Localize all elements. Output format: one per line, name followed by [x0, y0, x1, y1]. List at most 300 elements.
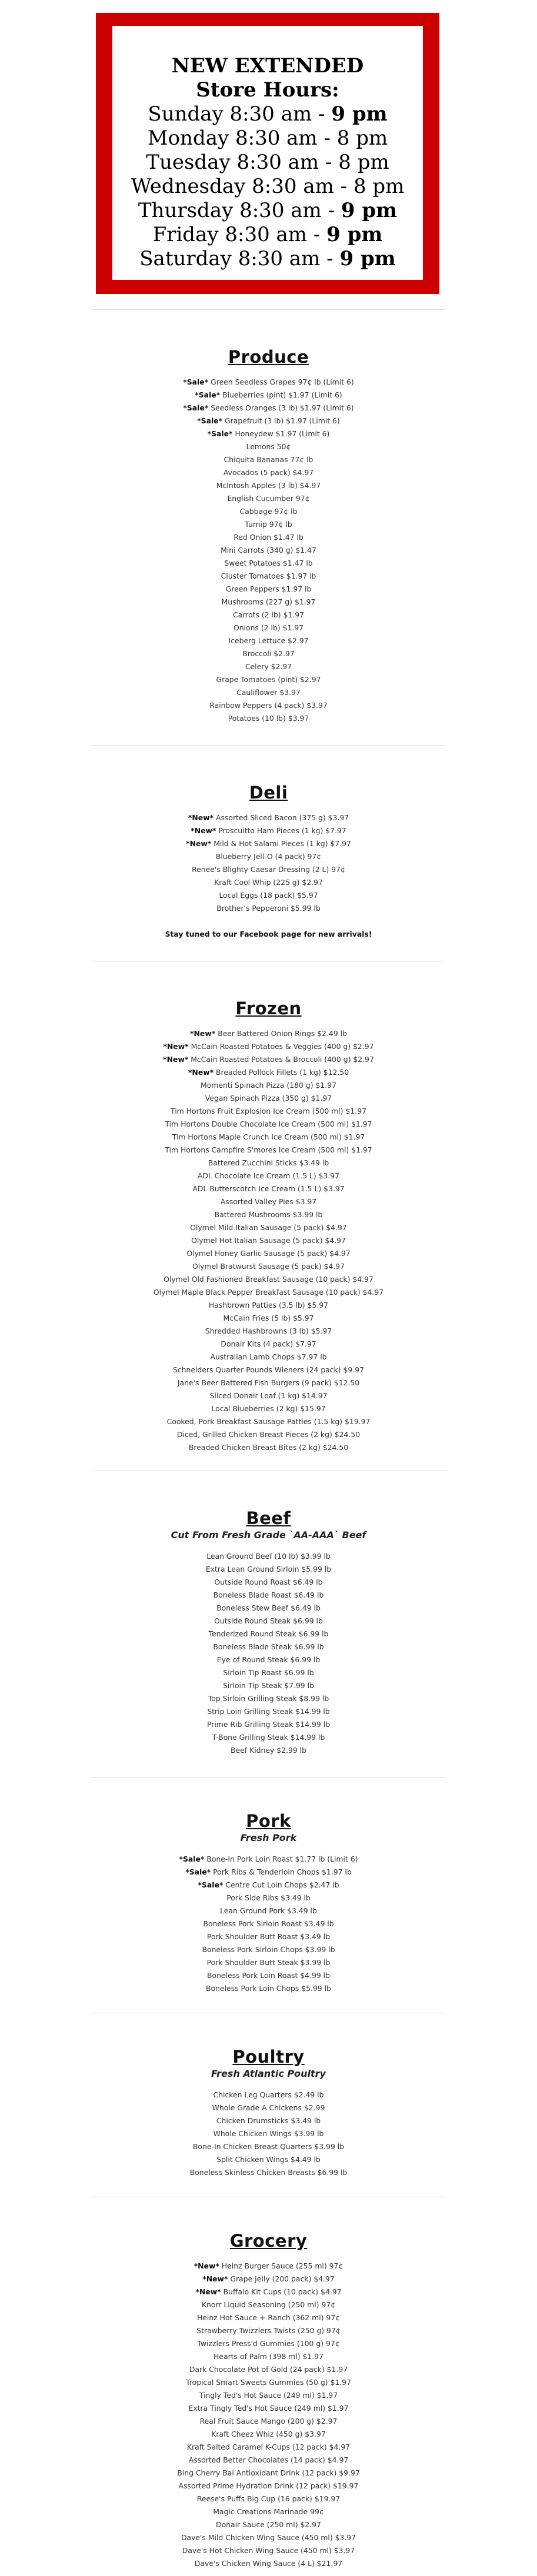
item-text: Outside Round Roast $6.49 lb — [214, 1578, 323, 1586]
list-item — [0, 1389, 537, 1402]
list-item — [0, 466, 537, 479]
item-text: Boneless Pork Loin Roast $4.99 lb — [207, 1971, 330, 1980]
item-text: Hearts of Palm (398 ml) $1.97 — [214, 2352, 323, 2361]
item-text: Pork Shoulder Butt Roast $3.49 lb — [206, 1932, 331, 1941]
item-text: Tim Hortons Fruit Explosion Ice Cream (500 ml) $1.97 — [171, 1107, 366, 1115]
list-item — [0, 673, 537, 686]
list-item — [0, 1040, 537, 1053]
item-text: ADL Chocolate Ice Cream (1.5 L) $3.97 — [197, 1171, 340, 1180]
item-text: Olymel Mild Italian Sausage (5 pack) $4.97 — [190, 1223, 347, 1232]
list-item — [0, 531, 537, 544]
list-item — [0, 1286, 537, 1299]
section-subtitle: Fresh Atlantic Poultry — [211, 2068, 326, 2079]
new-badge: *New* — [195, 2287, 221, 2296]
item-text: Tenderized Round Steak $6.99 lb — [208, 1629, 329, 1638]
item-text: Boneless Stew Beef $6.49 lb — [216, 1603, 321, 1612]
item-text: Olymel Old Fashioned Breakfast Sausage (10 pack) $4.97 — [164, 1275, 373, 1284]
item-text: Boneless Pork Sirloin Roast $3.49 lb — [203, 1919, 334, 1928]
item-text: Sirloin Tip Roast $6.99 lb — [223, 1668, 314, 1677]
list-item — [0, 1066, 537, 1079]
hours-closing-time: 9 pm — [339, 247, 396, 270]
item-text: Cluster Tomatoes $1.97 lb — [221, 572, 316, 580]
item-text: ADL Butterscotch Ice Cream (1.5 L) $3.97 — [192, 1184, 345, 1193]
item-text: Tropical Smart Sweets Gummies (50 g) $1.97 — [186, 2378, 351, 2387]
list-item — [0, 2493, 537, 2505]
list-item — [0, 699, 537, 712]
item-text: Assorted Valley Pies $3.97 — [220, 1197, 317, 1206]
item-text: Jane's Beer Battered Fish Burgers (9 pack) $12.50 — [177, 1378, 360, 1387]
list-item — [0, 1641, 537, 1653]
item-text: Grapefruit (3 lb) $1.97 (Limit 6) — [225, 416, 340, 425]
item-text: Mushrooms (227 g) $1.97 — [221, 597, 316, 606]
sale-badge: *Sale* — [197, 416, 223, 425]
list-item — [0, 518, 537, 531]
list-item — [0, 1718, 537, 1731]
hours-day-line — [118, 247, 417, 271]
list-item — [0, 1563, 537, 1576]
section-beef — [0, 1471, 537, 1777]
item-text: Lean Ground Pork $3.49 lb — [220, 1906, 317, 1915]
section-deli — [0, 746, 537, 961]
list-item — [0, 2544, 537, 2557]
list-item — [0, 1053, 537, 1066]
section-poultry — [0, 2013, 537, 2197]
item-text: Boneless Pork Sirloin Chops $3.99 lb — [202, 1945, 335, 1954]
list-item — [0, 1615, 537, 1628]
list-item — [0, 453, 537, 466]
new-badge: *New* — [186, 839, 212, 848]
item-text: Battered Zucchini Sticks $3.49 lb — [208, 1158, 329, 1167]
item-text: McIntosh Apples (3 lb) $4.97 — [216, 481, 321, 490]
item-text: Beef Kidney $2.99 lb — [231, 1746, 306, 1755]
list-item — [0, 634, 537, 647]
item-text: Turnip 97¢ lb — [245, 520, 292, 529]
new-badge: *New* — [188, 1068, 214, 1077]
item-text: Red Onion $1.47 lb — [234, 533, 303, 542]
item-text: Assorted Better Chocolates (14 pack) $4.97 — [188, 2455, 349, 2464]
item-text: Grape Tomatoes (pint) $2.97 — [216, 675, 321, 684]
item-text: Chiquita Bananas 77¢ lb — [224, 455, 313, 464]
item-list — [0, 1027, 537, 1454]
list-item — [0, 1905, 537, 1917]
item-text: Grape Jelly (200 pack) $4.97 — [230, 2274, 335, 2283]
hours-day-line — [118, 223, 417, 247]
item-text: Pork Ribs & Tenderloin Chops $1.97 lb — [213, 1867, 352, 1876]
item-text: Seedless Oranges (3 lb) $1.97 (Limit 6) — [211, 403, 354, 412]
list-item — [0, 1589, 537, 1602]
item-text: McCain Fries (5 lb) $5.97 — [223, 1314, 314, 1322]
item-text: Schneiders Quarter Pounds Wieners (24 pack) $9.97 — [172, 1365, 365, 1374]
section-title: Pork — [246, 1811, 291, 1831]
item-text: Dave's Chicken Wing Sauce (4 L) $21.97 — [194, 2559, 343, 2568]
list-item — [0, 2415, 537, 2428]
list-item — [0, 402, 537, 415]
list-item — [0, 596, 537, 609]
item-text: Tim Hortons Maple Crunch Ice Cream (500 ml) $1.97 — [172, 1132, 365, 1141]
list-item — [0, 2376, 537, 2389]
item-text: McCain Roasted Potatoes & Broccoli (400 g) $2.97 — [191, 1055, 374, 1064]
item-text: Buffalo Kit Cups (10 pack) $4.97 — [223, 2287, 342, 2296]
item-text: Broccoli $2.97 — [242, 649, 295, 658]
store-hours-banner — [96, 13, 439, 294]
hours-day-label: Saturday 8:30 am - — [139, 247, 340, 270]
item-text: Sweet Potatoes $1.47 lb — [224, 559, 313, 567]
list-item — [0, 1628, 537, 1641]
hours-title-line-2: Store Hours: — [196, 78, 339, 102]
item-text: Olymel Maple Black Pepper Breakfast Sausage (10 pack) $4.97 — [153, 1288, 384, 1297]
list-item — [0, 1679, 537, 1692]
list-item — [0, 492, 537, 505]
item-text: Shredded Hashbrowns (3 lb) $5.97 — [205, 1327, 332, 1335]
new-badge: *New* — [190, 1029, 216, 1038]
list-item — [0, 2350, 537, 2363]
hours-closing-time: 9 pm — [341, 199, 398, 222]
item-text: Whole Grade A Chickens $2.99 — [212, 2103, 325, 2112]
section-subtitle: Fresh Pork — [240, 1832, 297, 1843]
section-title: Frozen — [235, 998, 302, 1018]
list-item — [0, 2324, 537, 2337]
section-grocery — [0, 2197, 537, 2576]
item-text: Proscuitto Ham Pieces (1 kg) $7.97 — [218, 826, 346, 835]
sale-badge: *Sale* — [207, 429, 233, 438]
item-text: Extra Lean Ground Sirloin $5.99 lb — [205, 1565, 332, 1573]
item-text: Renee's Blighty Caesar Dressing (2 L) 97¢ — [192, 865, 345, 874]
list-item — [0, 1550, 537, 1563]
list-item — [0, 1402, 537, 1415]
list-item — [0, 1744, 537, 1757]
item-text: Bone-In Pork Loin Roast $1.77 lb (Limit 6) — [206, 1855, 358, 1863]
item-text: Blueberry Jell-O (4 pack) 97¢ — [215, 852, 322, 861]
item-text: Real Fruit Sauce Mango (200 g) $2.97 — [199, 2417, 338, 2425]
list-item — [0, 1376, 537, 1389]
list-item — [0, 2114, 537, 2127]
item-text: Rainbow Peppers (4 pack) $3.97 — [209, 701, 328, 710]
item-text: Sliced Donair Loaf (1 kg) $14.97 — [209, 1391, 328, 1400]
item-text: Blueberries (pint) $1.97 (Limit 6) — [222, 390, 342, 399]
item-text: Top Sirloin Grilling Steak $8.99 lb — [208, 1694, 329, 1703]
list-item — [0, 647, 537, 660]
list-item — [0, 863, 537, 876]
item-text: T-Bone Grilling Steak $14.99 lb — [212, 1733, 325, 1742]
list-item — [0, 1705, 537, 1718]
list-item — [0, 1208, 537, 1221]
item-text: Cauliflower $3.97 — [236, 688, 301, 697]
hours-day-label: Thursday 8:30 am - — [138, 199, 341, 222]
list-item — [0, 1079, 537, 1092]
item-text: Cabbage 97¢ lb — [239, 507, 298, 516]
hours-day-label: Tuesday 8:30 am - — [146, 151, 339, 174]
item-text: English Cucumber 97¢ — [227, 494, 310, 503]
item-text: Carrots (2 lb) $1.97 — [233, 610, 304, 619]
item-text: Bing Cherry Bai Antioxidant Drink (12 pack) $9.97 — [177, 2468, 360, 2477]
item-text: Assorted Prime Hydration Drink (12 pack) $19.97 — [178, 2481, 359, 2490]
item-text: Local Eggs (18 pack) $5.97 — [219, 891, 318, 900]
list-item — [0, 1312, 537, 1325]
item-text: Battered Mushrooms $3.99 lb — [214, 1210, 323, 1219]
list-item — [0, 1853, 537, 1866]
list-item — [0, 2467, 537, 2480]
section-produce — [0, 310, 537, 745]
item-text: Sirloin Tip Steak $7.99 lb — [223, 1681, 314, 1690]
list-item — [0, 660, 537, 673]
list-item — [0, 376, 537, 389]
list-item — [0, 1247, 537, 1260]
hours-day-label: Sunday 8:30 am - — [148, 102, 332, 126]
item-text: Boneless Blade Roast $6.49 lb — [213, 1591, 324, 1599]
list-item — [0, 902, 537, 915]
list-item — [0, 622, 537, 634]
item-text: Boneless Pork Loin Chops $5.99 lb — [206, 1984, 331, 1993]
item-text: Whole Chicken Wings $3.99 lb — [213, 2129, 324, 2138]
item-text: Brother's Pepperoni $5.99 lb — [216, 904, 321, 913]
hours-closing-time: 8 pm — [353, 175, 405, 198]
item-text: Avocados (5 pack) $4.97 — [223, 468, 314, 477]
item-list — [0, 2089, 537, 2179]
list-item — [0, 1602, 537, 1615]
sale-badge: *Sale* — [185, 1867, 211, 1876]
list-item — [0, 427, 537, 440]
list-item — [0, 2101, 537, 2114]
item-text: Lemons 50¢ — [246, 442, 291, 451]
item-text: Cooked, Pork Breakfast Sausage Patties (1.5 kg) $19.97 — [166, 1417, 371, 1426]
section-frozen — [0, 961, 537, 1471]
list-item — [0, 1195, 537, 1208]
hours-day-line — [118, 175, 417, 199]
item-text: Donair Sauce (250 ml) $2.97 — [216, 2520, 321, 2529]
item-text: Extra Tingly Ted's Hot Sauce (249 ml) $1.97 — [188, 2404, 349, 2413]
hours-day-line — [118, 126, 417, 151]
list-item — [0, 2127, 537, 2140]
item-text: Olymel Bratwurst Sausage (5 pack) $4.97 — [192, 1262, 345, 1271]
section-title: Deli — [249, 783, 288, 803]
list-item — [0, 557, 537, 570]
list-item — [0, 1731, 537, 1744]
list-item — [0, 1969, 537, 1982]
item-text: Breaded Pollock Fillets (1 kg) $12.50 — [216, 1068, 349, 1077]
list-item — [0, 837, 537, 850]
list-item — [0, 1879, 537, 1892]
list-item — [0, 1170, 537, 1182]
item-text: Mini Carrots (340 g) $1.47 — [221, 546, 316, 554]
section-pork — [0, 1778, 537, 2013]
item-text: Split Chicken Wings $4.49 lb — [216, 2155, 321, 2164]
item-text: Boneless Skinless Chicken Breasts $6.99 lb — [189, 2168, 348, 2177]
section-note: Stay tuned to our Facebook page for new arrivals! — [165, 930, 372, 938]
item-text: Boneless Blade Steak $6.99 lb — [213, 1642, 324, 1651]
item-text: Green Peppers $1.97 lb — [225, 584, 312, 593]
item-text: Mild & Hot Salami Pieces (1 kg) $7.97 — [214, 839, 351, 848]
item-text: Dave's Mild Chicken Wing Sauce (450 ml) $3.97 — [181, 2533, 356, 2542]
list-item — [0, 1144, 537, 1157]
item-text: Momenti Spinach Pizza (180 g) $1.97 — [201, 1081, 336, 1090]
list-item — [0, 2166, 537, 2179]
section-title: Beef — [246, 1508, 291, 1528]
list-item — [0, 1260, 537, 1273]
item-text: Knorr Liquid Seasoning (250 ml) 97¢ — [201, 2300, 336, 2309]
list-item — [0, 1956, 537, 1969]
item-text: Heinz Burger Sauce (255 ml) 97¢ — [221, 2261, 343, 2270]
item-text: Australian Lamb Chops $7.97 lb — [210, 1352, 327, 1361]
item-text: Green Seedless Grapes 97¢ lb (Limit 6) — [211, 377, 354, 386]
list-item — [0, 2402, 537, 2415]
item-text: Assorted Sliced Bacon (375 g) $3.97 — [215, 813, 349, 822]
item-text: Onions (2 lb) $1.97 — [233, 623, 304, 632]
section-title: Produce — [228, 347, 309, 367]
list-item — [0, 415, 537, 427]
list-item — [0, 850, 537, 863]
list-item — [0, 1351, 537, 1364]
hours-days-list — [118, 102, 417, 271]
list-item — [0, 2480, 537, 2493]
list-item — [0, 1338, 537, 1351]
list-item — [0, 1892, 537, 1905]
list-item — [0, 1415, 537, 1428]
item-list — [0, 1853, 537, 1995]
list-item — [0, 2273, 537, 2286]
list-item — [0, 570, 537, 583]
item-text: Honeydew $1.97 (Limit 6) — [235, 429, 330, 438]
item-text: Kraft Cheez Whiz (450 g) $3.97 — [211, 2430, 326, 2438]
item-text: Chicken Leg Quarters $2.49 lb — [213, 2090, 324, 2099]
list-item — [0, 1576, 537, 1589]
item-text: Vegan Spinach Pizza (350 g) $1.97 — [205, 1094, 332, 1102]
list-item — [0, 1234, 537, 1247]
hours-day-line — [118, 199, 417, 223]
list-item — [0, 1118, 537, 1131]
item-text: Dark Chocolate Pot of Gold (24 pack) $1.97 — [189, 2365, 348, 2374]
list-item — [0, 1653, 537, 1666]
hours-closing-time: 9 pm — [331, 102, 388, 126]
list-item — [0, 2140, 537, 2153]
item-text: Tim Hortons Double Chocolate Ice Cream (500 ml) $1.97 — [165, 1120, 372, 1128]
sale-badge: *Sale* — [179, 1855, 205, 1863]
hours-title-line-1: NEW EXTENDED — [171, 54, 364, 78]
list-item — [0, 1428, 537, 1441]
new-badge: *New* — [163, 1042, 189, 1051]
list-item — [0, 1930, 537, 1943]
hours-day-label: Monday 8:30 am - — [147, 126, 337, 150]
list-item — [0, 2089, 537, 2101]
sale-badge: *Sale* — [195, 390, 221, 399]
item-text: McCain Roasted Potatoes & Veggies (400 g) $2.97 — [191, 1042, 374, 1051]
new-badge: *New* — [191, 826, 216, 835]
item-text: Centre Cut Loin Chops $2.47 lb — [225, 1880, 339, 1889]
item-text: Beer Battered Onion Rings $2.49 lb — [218, 1029, 347, 1038]
sale-badge: *Sale* — [183, 377, 209, 386]
item-text: Olymel Hot Italian Sausage (5 pack) $4.97 — [191, 1236, 346, 1245]
product-sections — [0, 309, 537, 2576]
list-item — [0, 2260, 537, 2273]
item-text: Pork Shoulder Butt Steak $3.99 lb — [206, 1958, 331, 1967]
item-text: Tim Hortons Campfire S'mores Ice Cream (500 ml) $1.97 — [165, 1145, 372, 1154]
sale-badge: *Sale* — [198, 1880, 224, 1889]
list-item — [0, 712, 537, 725]
hours-closing-time: 8 pm — [336, 126, 388, 150]
list-item — [0, 1092, 537, 1105]
list-item — [0, 609, 537, 622]
hours-day-line — [118, 102, 417, 126]
list-item — [0, 1273, 537, 1286]
list-item — [0, 440, 537, 453]
list-item — [0, 479, 537, 492]
item-text: Prime Rib Grilling Steak $14.99 lb — [206, 1720, 331, 1729]
list-item — [0, 1221, 537, 1234]
list-item — [0, 1982, 537, 1995]
list-item — [0, 1364, 537, 1376]
list-item — [0, 1943, 537, 1956]
list-item — [0, 1917, 537, 1930]
list-item — [0, 1027, 537, 1040]
list-item — [0, 2454, 537, 2467]
item-text: Tingly Ted's Hot Sauce (249 ml) $1.97 — [199, 2391, 338, 2400]
item-text: Diced, Grilled Chicken Breast Pieces (2 kg) $24.50 — [176, 1430, 361, 1439]
list-item — [0, 2337, 537, 2350]
item-text: Twizzlers Press'd Gummies (100 g) 97¢ — [197, 2339, 340, 2348]
list-item — [0, 1441, 537, 1454]
item-list — [0, 2260, 537, 2570]
item-text: Magic Creations Marinade 99¢ — [213, 2507, 324, 2516]
item-text: Olymel Honey Garlic Sausage (5 pack) $4.97 — [186, 1249, 351, 1258]
list-item — [0, 876, 537, 889]
list-item — [0, 544, 537, 557]
list-item — [0, 1866, 537, 1879]
item-text: Local Blueberries (2 kg) $15.97 — [211, 1404, 326, 1413]
list-item — [0, 389, 537, 402]
item-text: Breaded Chicken Breast Bites (2 kg) $24.50 — [188, 1443, 349, 1452]
new-badge: *New* — [163, 1055, 189, 1064]
list-item — [0, 2428, 537, 2441]
item-text: Kraft Salted Caramel K-Cups (12 pack) $4.97 — [186, 2443, 351, 2451]
list-item — [0, 1105, 537, 1118]
item-text: Bone-In Chicken Breast Quarters $3.99 lb — [192, 2142, 345, 2151]
list-item — [0, 2531, 537, 2544]
list-item — [0, 2298, 537, 2311]
list-item — [0, 1692, 537, 1705]
item-list — [0, 376, 537, 725]
list-item — [0, 505, 537, 518]
list-item — [0, 1157, 537, 1170]
list-item — [0, 2518, 537, 2531]
hours-day-label: Wednesday 8:30 am - — [131, 175, 353, 198]
item-text: Reese's Puffs Big Cup (16 pack) $19.97 — [196, 2494, 341, 2503]
item-text: Hashbrown Patties (3.5 lb) $5.97 — [208, 1301, 329, 1309]
list-item — [0, 811, 537, 824]
new-badge: *New* — [202, 2274, 228, 2283]
hours-closing-time: 9 pm — [326, 223, 383, 246]
sale-badge: *Sale* — [183, 403, 209, 412]
list-item — [0, 2557, 537, 2570]
item-text: Lean Ground Beef (10 lb) $3.99 lb — [206, 1552, 331, 1561]
page — [0, 13, 537, 2576]
section-title: Grocery — [229, 2231, 308, 2251]
list-item — [0, 1325, 537, 1338]
list-item — [0, 2153, 537, 2166]
list-item — [0, 1182, 537, 1195]
section-title: Poultry — [232, 2047, 305, 2067]
list-item — [0, 2441, 537, 2454]
item-text: Heinz Hot Sauce + Ranch (362 ml) 97¢ — [196, 2313, 341, 2322]
item-list — [0, 811, 537, 915]
item-text: Celery $2.97 — [245, 662, 292, 671]
item-text: Chicken Drumsticks $3.49 lb — [216, 2116, 321, 2125]
list-item — [0, 1666, 537, 1679]
list-item — [0, 2505, 537, 2518]
item-text: Strip Loin Grilling Steak $14.99 lb — [207, 1707, 330, 1716]
item-list — [0, 1550, 537, 1757]
hours-day-line — [118, 151, 417, 175]
list-item — [0, 2389, 537, 2402]
item-text: Strawberry Twizzlers Twists (250 g) 97¢ — [196, 2326, 341, 2335]
